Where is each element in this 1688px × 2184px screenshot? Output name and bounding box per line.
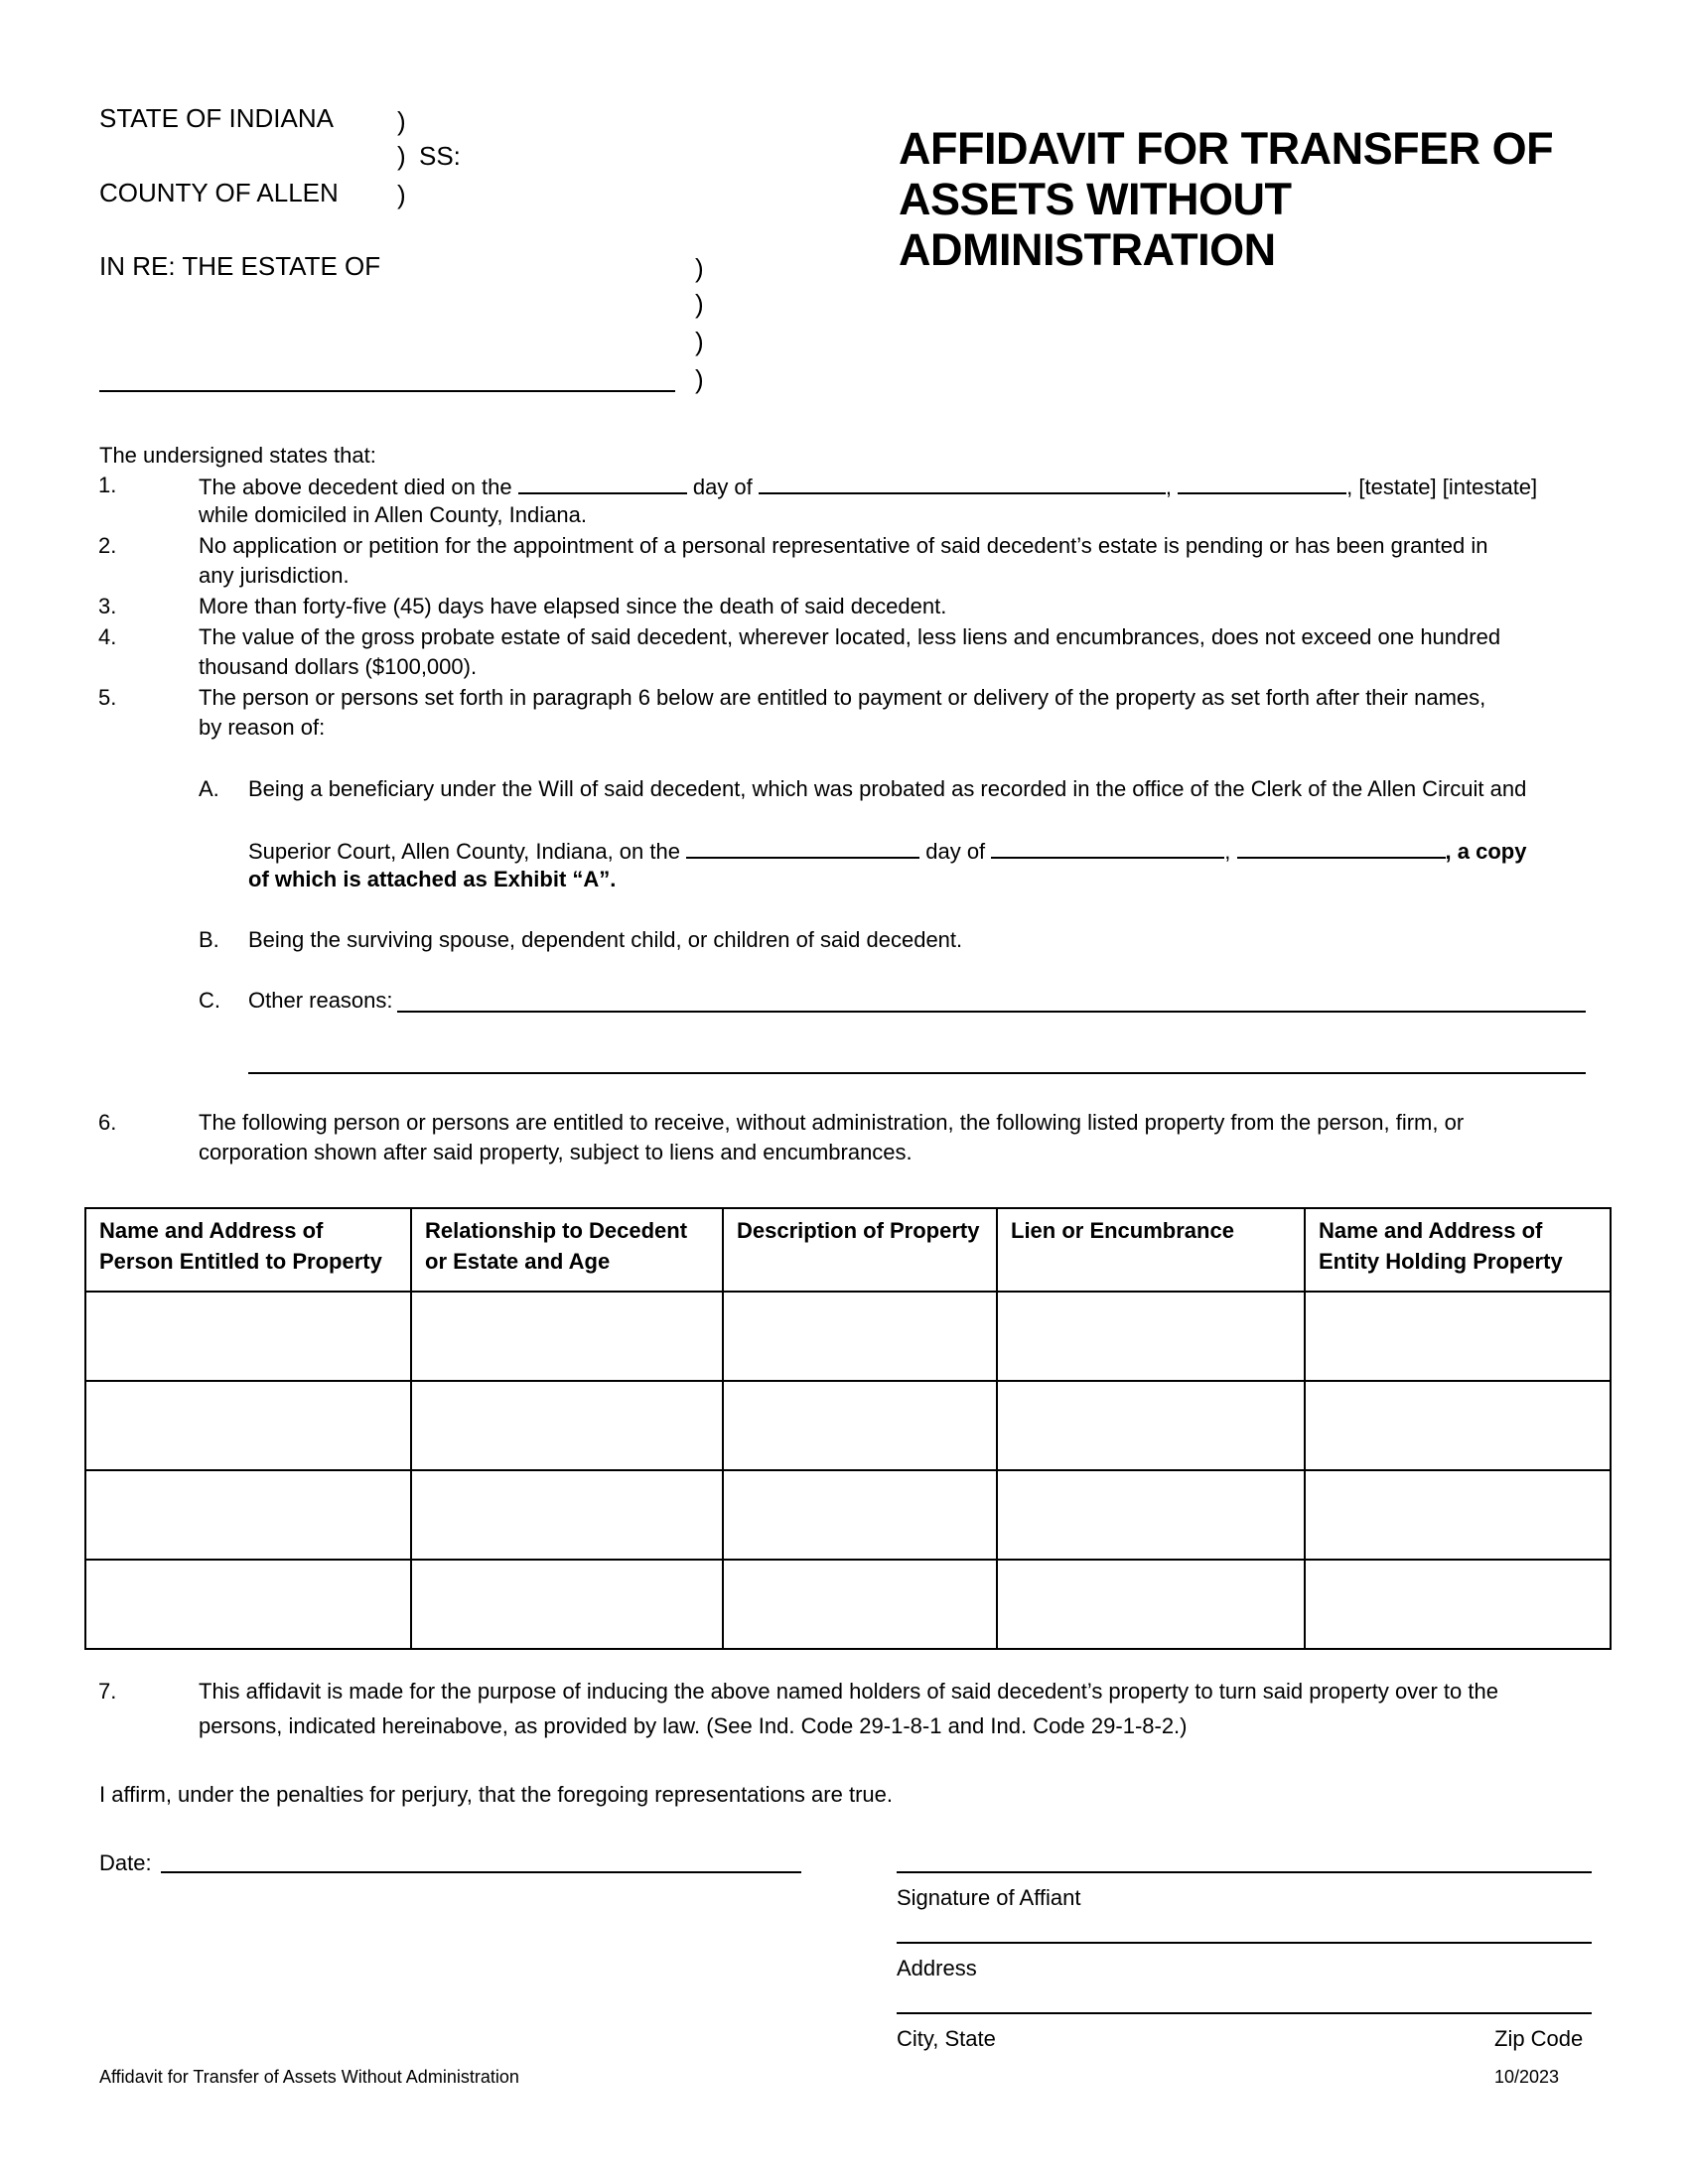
table-cell[interactable]: [997, 1560, 1305, 1649]
item-5-line-2: by reason of:: [199, 715, 326, 740]
item-2-line-2: any jurisdiction.: [199, 563, 350, 588]
estate-label: IN RE: THE ESTATE OF: [99, 251, 381, 281]
table-cell[interactable]: [1305, 1470, 1611, 1560]
death-month-field[interactable]: [759, 471, 1166, 494]
item-number: 4.: [98, 624, 117, 649]
table-cell[interactable]: [997, 1470, 1305, 1560]
table-cell[interactable]: [85, 1381, 411, 1470]
item-1-part: ,: [1165, 475, 1173, 499]
option-a-line-1: Being a beneficiary under the Will of said decedent, which was probated as recorded in the office of the Clerk of the Allen Circuit and: [248, 776, 1527, 801]
document-title: [899, 123, 1553, 275]
table-cell[interactable]: [723, 1470, 997, 1560]
death-day-field[interactable]: [518, 471, 687, 494]
table-cell[interactable]: [723, 1292, 997, 1381]
title-line-3: ADMINISTRATION: [899, 224, 1276, 275]
option-letter: C.: [199, 988, 220, 1013]
city-state-zip-line[interactable]: [897, 2012, 1592, 2014]
item-1-line-2: while domiciled in Allen County, Indiana.: [199, 502, 587, 527]
table-cell[interactable]: [1305, 1381, 1611, 1470]
death-year-field[interactable]: [1178, 471, 1346, 494]
option-letter: A.: [199, 776, 219, 801]
item-1-text: [199, 471, 1537, 502]
item-6-line-2: corporation shown after said property, subject to liens and encumbrances.: [199, 1140, 913, 1164]
option-c-label: Other reasons:: [248, 988, 393, 1013]
item-7-line-2: persons, indicated hereinabove, as provided by law. (See Ind. Code 29-1-8-1 and Ind. Code 29-1-8-2.): [199, 1713, 1188, 1738]
table-cell[interactable]: [411, 1470, 723, 1560]
col-header-relationship: Relationship to Decedent or Estate and Age: [411, 1208, 723, 1292]
table-cell[interactable]: [723, 1560, 997, 1649]
probate-day-field[interactable]: [686, 835, 919, 859]
col-header-lien: Lien or Encumbrance: [997, 1208, 1305, 1292]
option-a-line-2: [248, 835, 1526, 867]
item-number: 3.: [98, 594, 117, 618]
table-cell[interactable]: [723, 1381, 997, 1470]
table-row: [85, 1560, 1611, 1649]
decedent-name-line[interactable]: [99, 390, 675, 392]
caption-paren: ): [397, 106, 406, 136]
option-b-text: Being the surviving spouse, dependent child, or children of said decedent.: [248, 927, 963, 952]
table-row: [85, 1292, 1611, 1381]
address-label: Address: [897, 1956, 977, 1980]
option-a-part: Superior Court, Allen County, Indiana, on the: [248, 839, 680, 864]
option-a-line-3: of which is attached as Exhibit “A”.: [248, 867, 617, 891]
item-4-line-2: thousand dollars ($100,000).: [199, 654, 478, 679]
footer-form-name: Affidavit for Transfer of Assets Without Administration: [99, 2067, 519, 2087]
item-number: 2.: [98, 533, 117, 558]
item-number: 5.: [98, 685, 117, 710]
option-a-part: , a copy: [1445, 839, 1527, 864]
title-line-2: ASSETS WITHOUT: [899, 174, 1292, 224]
item-4-line-1: The value of the gross probate estate of said decedent, wherever located, less liens and encumbrances, does not exceed one hundred: [199, 624, 1501, 649]
table-cell[interactable]: [997, 1381, 1305, 1470]
other-reasons-line-1[interactable]: [397, 1011, 1586, 1013]
caption-paren: ): [397, 180, 406, 209]
item-5-line-1: The person or persons set forth in paragraph 6 below are entitled to payment or delivery of the property as set forth after their names,: [199, 685, 1486, 710]
footer-version: 10/2023: [1494, 2067, 1560, 2087]
caption-paren: ): [397, 141, 406, 171]
county-label: COUNTY OF ALLEN: [99, 178, 339, 207]
probate-year-field[interactable]: [1237, 835, 1446, 859]
signature-line[interactable]: [897, 1871, 1592, 1873]
address-line[interactable]: [897, 1942, 1592, 1944]
col-header-entity: Name and Address of Entity Holding Property: [1305, 1208, 1611, 1292]
property-table: [84, 1207, 1612, 1650]
intro-text: The undersigned states that:: [99, 443, 376, 468]
signature-label: Signature of Affiant: [897, 1885, 1081, 1910]
col-header-person: Name and Address of Person Entitled to Property: [85, 1208, 411, 1292]
table-cell[interactable]: [411, 1560, 723, 1649]
date-label: Date:: [99, 1850, 152, 1875]
item-1-part: , [testate] [intestate]: [1346, 475, 1538, 499]
title-line-1: AFFIDAVIT FOR TRANSFER OF: [899, 123, 1554, 174]
other-reasons-line-2[interactable]: [248, 1072, 1586, 1074]
table-row: [85, 1381, 1611, 1470]
table-cell[interactable]: [85, 1292, 411, 1381]
table-cell[interactable]: [411, 1381, 723, 1470]
affirmation-text: I affirm, under the penalties for perjury, that the foregoing representations are true.: [99, 1782, 893, 1807]
state-label: STATE OF INDIANA: [99, 103, 334, 133]
table-cell[interactable]: [85, 1470, 411, 1560]
item-number: 7.: [98, 1679, 117, 1704]
col-header-description: Description of Property: [723, 1208, 997, 1292]
caption-paren: ): [695, 253, 704, 283]
probate-month-field[interactable]: [991, 835, 1224, 859]
option-letter: B.: [199, 927, 219, 952]
table-header-row: [85, 1208, 1611, 1292]
option-a-part: day of: [925, 839, 986, 864]
table-row: [85, 1470, 1611, 1560]
table-cell[interactable]: [85, 1560, 411, 1649]
item-6-line-1: The following person or persons are entitled to receive, without administration, the following listed property from the person, firm, or: [199, 1110, 1465, 1135]
item-2-line-1: No application or petition for the appointment of a personal representative of said decedent’s estate is pending or has been granted in: [199, 533, 1488, 558]
table-cell[interactable]: [1305, 1560, 1611, 1649]
city-state-label: City, State: [897, 2026, 996, 2051]
date-line[interactable]: [161, 1871, 801, 1873]
caption-paren: ): [695, 327, 704, 356]
table-cell[interactable]: [997, 1292, 1305, 1381]
item-7-line-1: This affidavit is made for the purpose of inducing the above named holders of said decedent’s property to turn said property over to the: [199, 1679, 1498, 1704]
caption-paren: ): [695, 289, 704, 319]
item-number: 6.: [98, 1110, 117, 1135]
table-cell[interactable]: [411, 1292, 723, 1381]
item-1-part: day of: [692, 475, 753, 499]
item-1-part: The above decedent died on the: [199, 475, 512, 499]
ss-label: SS:: [419, 141, 461, 171]
option-a-part: ,: [1224, 839, 1231, 864]
zip-code-label: Zip Code: [1494, 2026, 1584, 2051]
caption-paren: ): [695, 364, 704, 394]
item-number: 1.: [98, 473, 117, 497]
item-3-text: More than forty-five (45) days have elapsed since the death of said decedent.: [199, 594, 947, 618]
table-cell[interactable]: [1305, 1292, 1611, 1381]
